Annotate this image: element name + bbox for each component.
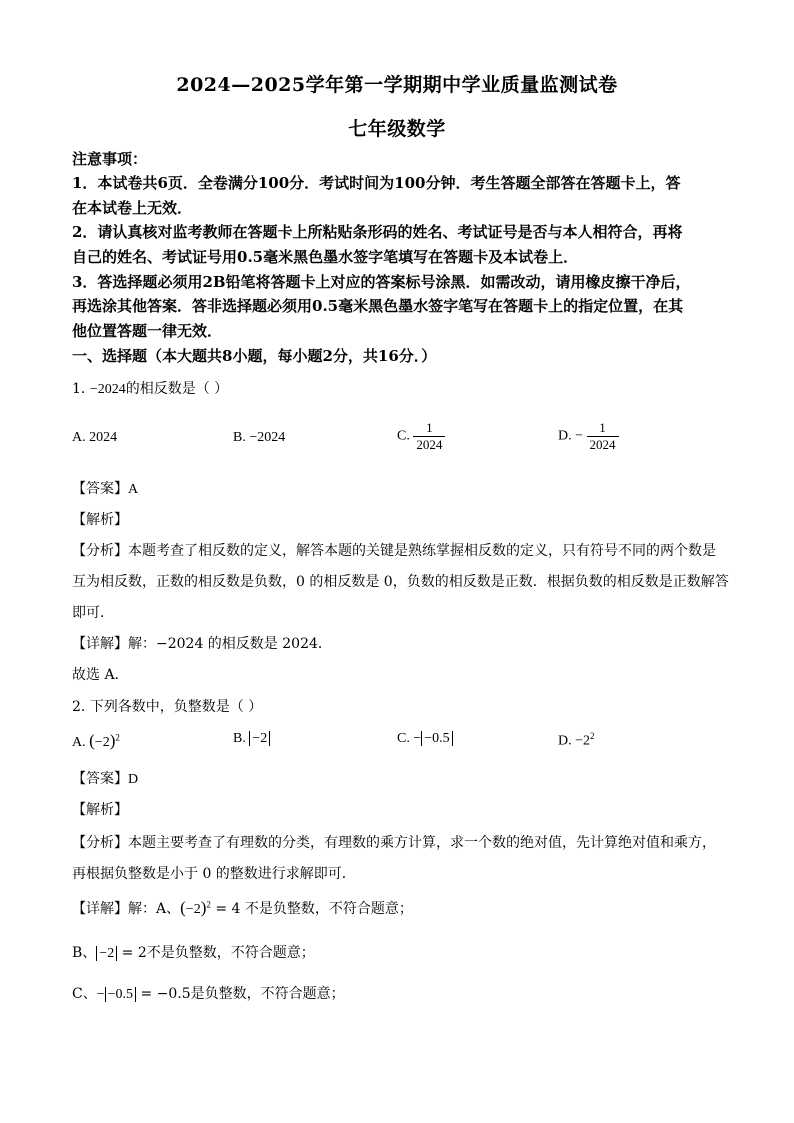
- absolute-value: −0.5: [105, 987, 136, 1002]
- q1-analysis-tag: 【解析】: [72, 512, 128, 528]
- q2-detail-c: C、− −0.5 = −0.5是负整数，不符合题意；: [72, 986, 345, 1002]
- fraction: [587, 420, 619, 453]
- note-1-line-2: 在本试卷上无效．: [72, 199, 193, 217]
- fraction: [413, 420, 445, 453]
- absolute-value: −0.5: [421, 731, 452, 746]
- answer-tag: 【答案】: [72, 771, 128, 787]
- q2-fenxi-line-2: 再根据负整数是小于 0 的整数进行求解即可．: [72, 866, 356, 882]
- section-heading: 一、选择题（本大题共8小题，每小题2分，共16分．）: [72, 347, 437, 365]
- q2-analysis-tag: 【解析】: [72, 802, 128, 818]
- note-3-line-1: 3．答选择题必须用2B铅笔将答题卡上对应的答案标号涂黑．如需改动，请用橡皮擦干净后，: [72, 273, 691, 291]
- option-label: C.: [397, 731, 410, 746]
- answer-value: A: [128, 482, 139, 497]
- fraction-denominator: 2024: [587, 436, 619, 453]
- option-label: B.: [233, 731, 246, 746]
- q1-answer: [72, 478, 138, 498]
- question-1-stem: [72, 378, 228, 398]
- question-number: 1.: [72, 381, 86, 397]
- q2-option-c: C. − −0.5: [397, 731, 453, 747]
- note-3-line-2: 再选涂其他答案．答非选择题必须用0.5毫米黑色墨水签字笔写在答题卡上的指定位置，在其: [72, 297, 684, 315]
- option-label: D.: [558, 733, 572, 749]
- note-3-line-3: 他位置答题一律无效．: [72, 322, 223, 340]
- q2-detail-b: B、 −2 = 2不是负整数，不符合题意；: [72, 945, 315, 961]
- note-2-line-1: 2．请认真核对监考教师在答题卡上所粘贴条形码的姓名、考试证号是否与本人相符合，再将: [72, 223, 683, 241]
- q2-option-b: [233, 731, 270, 747]
- q1-fenxi-line-1: [72, 540, 716, 560]
- q2-fenxi-line-1: [72, 832, 716, 852]
- option-label: D.: [558, 428, 572, 444]
- fenxi-text: 本题主要考查了有理数的分类，有理数的乘方计算，求一个数的绝对值，先计算绝对值和乘方，: [128, 835, 716, 851]
- option-label: B.: [233, 430, 246, 445]
- note-1-line-1: 1．本试卷共6页．全卷满分100分．考试时间为100分钟．考生答题全部答在答题卡上，答: [72, 174, 681, 192]
- question-1-expression: −2024: [89, 382, 126, 397]
- q1-option-a: A. 2024: [72, 430, 118, 445]
- fraction-numerator: 1: [426, 420, 433, 435]
- fenxi-text: 本题考查了相反数的定义，解答本题的关键是熟练掌握相反数的定义，只有符号不同的两个数是: [128, 543, 716, 559]
- fraction-denominator: 2024: [413, 436, 445, 453]
- question-2-text: 下列各数中，负整数是（ ）: [89, 699, 263, 715]
- fraction-numerator: 1: [599, 420, 606, 435]
- answer-tag: 【答案】: [72, 481, 128, 497]
- option-label: C.: [397, 428, 410, 444]
- detail-tag: 【详解】: [72, 901, 128, 917]
- q1-option-c: [397, 420, 445, 453]
- q1-detail: [72, 633, 332, 653]
- minus-sign: −: [575, 428, 584, 444]
- detail-tag: 【详解】: [72, 636, 128, 652]
- fenxi-tag: 【分析】: [72, 543, 128, 559]
- answer-value: D: [128, 772, 139, 787]
- q1-fenxi-line-3: 即可．: [72, 605, 114, 621]
- q1-option-d: [558, 420, 619, 453]
- q2-answer: [72, 768, 138, 788]
- detail-text: 解：−2024 的相反数是 2024．: [128, 636, 332, 652]
- page-subtitle: 七年级数学: [348, 118, 446, 140]
- absolute-value: −2: [249, 731, 270, 746]
- notes-heading: 注意事项：: [72, 150, 148, 168]
- absolute-value: −2: [96, 946, 117, 961]
- question-number: 2.: [72, 699, 86, 715]
- q2-option-a: A. $(-2)^2$: [72, 731, 120, 750]
- q2-option-d: D. $-2^2$: [558, 731, 595, 749]
- option-label: A.: [72, 735, 86, 750]
- q1-option-b: [233, 430, 285, 446]
- q2-detail-a: 【详解】解：A、$(-2)^2 = 4$ 不是负整数，不符合题意；: [72, 898, 413, 917]
- q1-fenxi-line-2: 互为相反数，正数的相反数是负数，0 的相反数是 0，负数的相反数是正数．根据负数的相反数是正数解答: [72, 574, 729, 590]
- note-2-line-2: 自己的姓名、考试证号用0.5毫米黑色墨水签字笔填写在答题卡及本试卷上．: [72, 248, 579, 266]
- q1-conclusion: 故选 A．: [72, 667, 129, 683]
- option-value: −2024: [249, 430, 286, 445]
- question-1-text: 的相反数是（ ）: [125, 381, 229, 397]
- fenxi-tag: 【分析】: [72, 835, 128, 851]
- question-2-stem: [72, 696, 262, 716]
- page-title: 2024—2025学年第一学期期中学业质量监测试卷: [176, 74, 618, 96]
